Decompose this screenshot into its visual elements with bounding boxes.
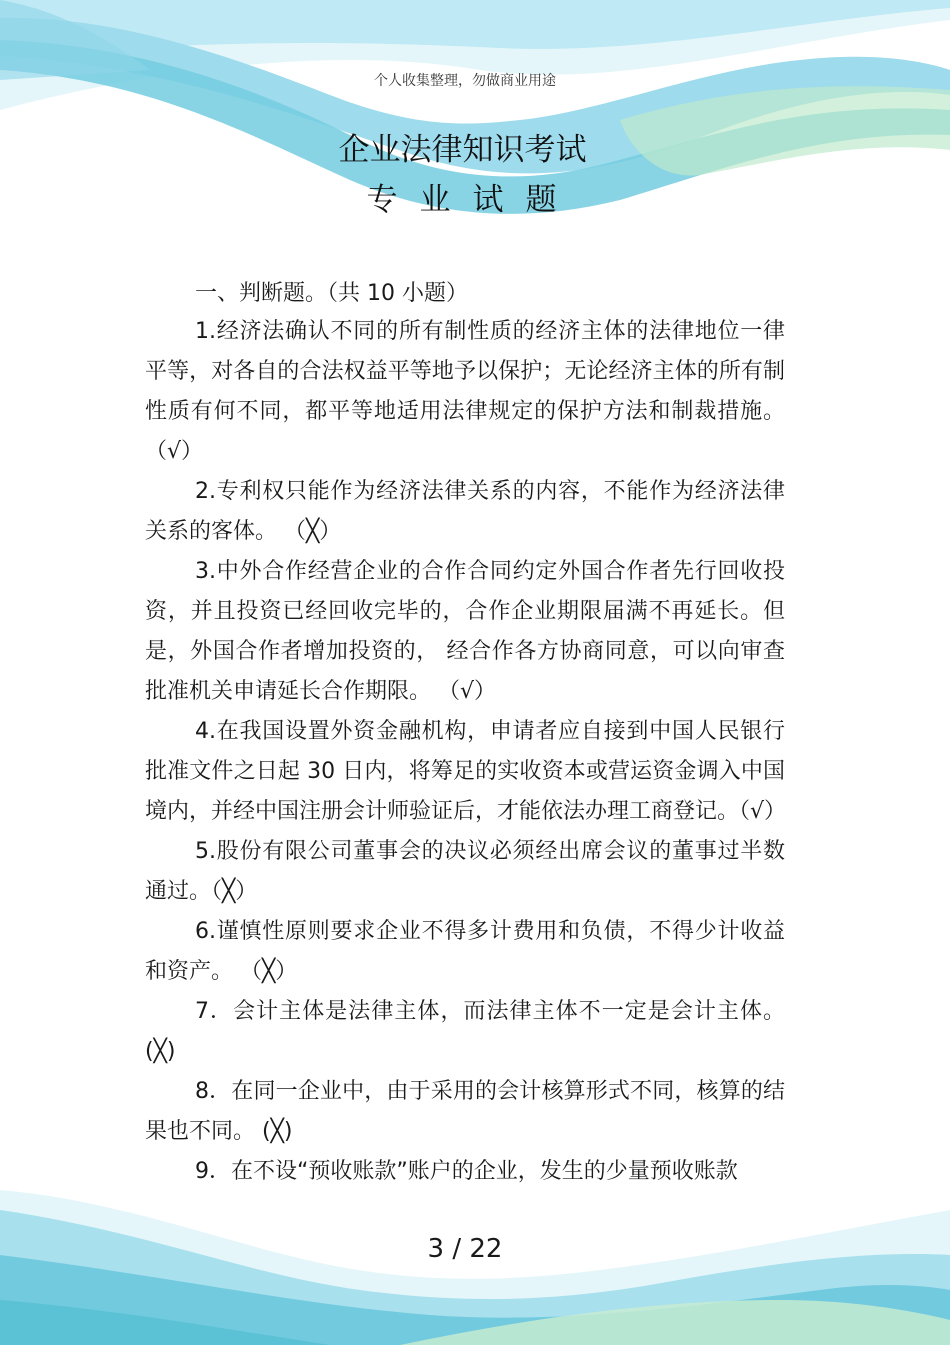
watermark-text: 个人收集整理，勿做商业用途 xyxy=(374,73,556,89)
question-item: 1.经济法确认不同的所有制性质的经济主体的法律地位一律平等，对各自的合法权益平等地予以保护；无论经济主体的所有制性质有何不同，都平等地适用法律规定的保护方法和制裁措施。 （√） xyxy=(145,319,785,464)
section-heading: 一、判断题。（共 10 小题） xyxy=(195,281,468,306)
document-title: 企业法律知识考试 xyxy=(338,132,587,168)
question-list xyxy=(145,312,785,1192)
question-item: 2.专利权只能作为经济法律关系的内容，不能作为经济法律关系的客体。 （╳） xyxy=(145,479,785,544)
question-item: 9．在不设“预收账款”账户的企业，发生的少量预收账款 xyxy=(195,1159,738,1184)
question-item: 6.谨慎性原则要求企业不得多计费用和负债，不得少计收益和资产。 （╳） xyxy=(145,919,785,984)
page-number: 3 / 22 xyxy=(427,1234,503,1264)
question-item: 5.股份有限公司董事会的决议必须经出席会议的董事过半数通过。（╳） xyxy=(145,839,785,904)
question-item: 4.在我国设置外资金融机构，申请者应自接到中国人民银行批准文件之日起 30 日内，将筹足的实收资本或营运资金调入中国境内，并经中国注册会计师验证后，才能依法办理工商登记。（√） xyxy=(145,719,787,824)
question-item: 3.中外合作经营企业的合作合同约定外国合作者先行回收投资，并且投资已经回收完毕的，合作企业期限届满不再延长。但是，外国合作者增加投资的， 经合作各方协商同意，可以向审查批准机关申请延长合作期限。 （√） xyxy=(145,559,785,704)
document-subtitle: 专业试题 xyxy=(366,182,579,218)
question-item: 7．会计主体是法律主体，而法律主体不一定是会计主体。(╳) xyxy=(145,999,785,1064)
question-item: 8．在同一企业中，由于采用的会计核算形式不同，核算的结果也不同。 (╳) xyxy=(145,1079,785,1144)
